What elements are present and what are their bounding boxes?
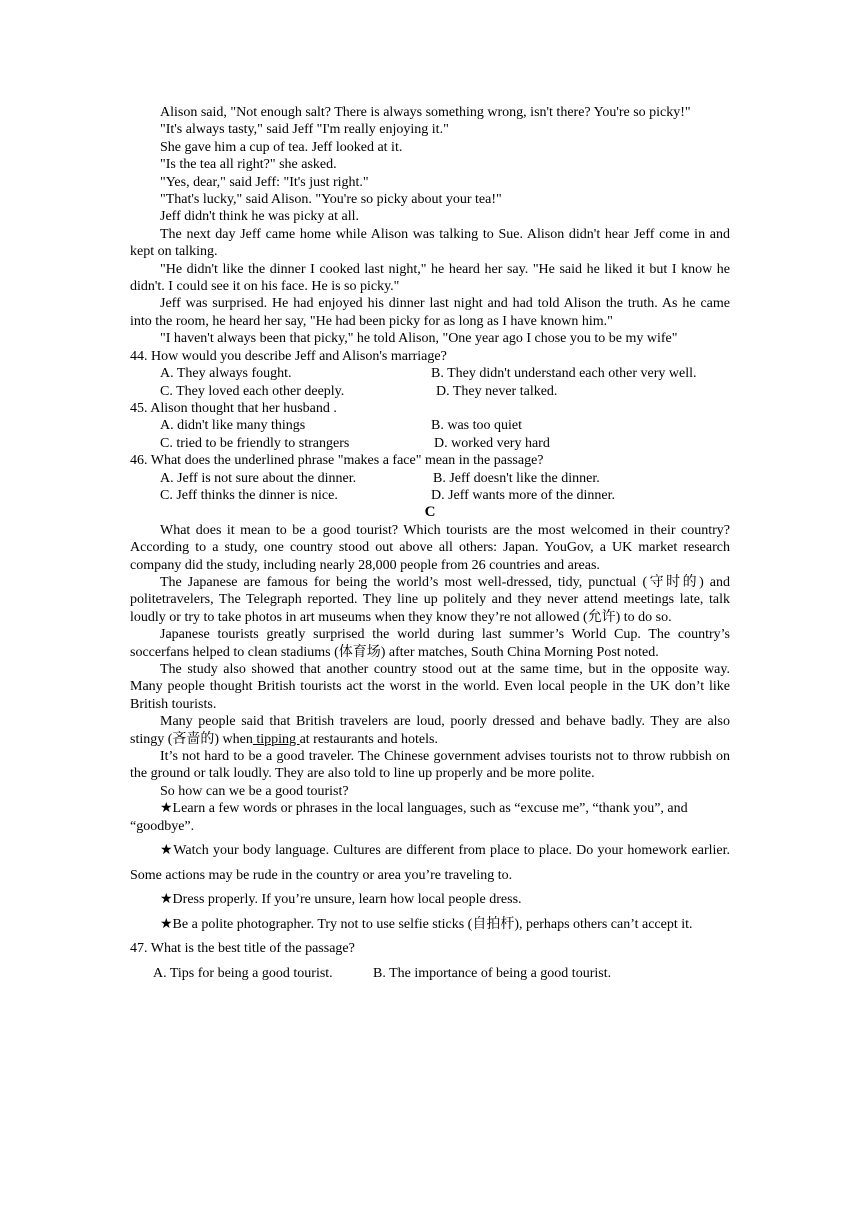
article-text: Many people said that British travelers are loud, poorly dressed and behave badly. They are also stingy (吝啬的) when [130,714,730,747]
option-b: B. The importance of being a good tourist. [373,966,612,982]
tip-item: ★Learn a few words or phrases in the local languages, such as “excuse me”, “thank you”, and [160,801,688,817]
option-b: B. was too quiet [431,418,522,434]
question-47-options [130,962,730,987]
question-45-options-row1 [130,417,730,434]
story-paragraph: "He didn't like the dinner I cooked last night," he heard her say. "He said he liked it but I know he didn't. I could see it on his face. He is so picky." [130,261,730,295]
story-paragraph: Jeff didn't think he was picky at all. [160,209,360,225]
tip-item: ★Dress properly. If you’re unsure, learn how local people dress. [160,892,522,908]
article-paragraph [130,713,730,748]
tip-item-continued: “goodbye”. [130,818,195,834]
option-a: A. Jeff is not sure about the dinner. [160,470,357,486]
story-paragraph: "That's lucky," said Alison. "You're so picky about your tea!" [160,192,502,208]
question-44-stem: 44. How would you describe Jeff and Alison's marriage? [130,348,447,364]
option-a: A. They always fought. [160,366,292,382]
option-b: B. Jeff doesn't like the dinner. [433,470,600,486]
question-44-options-row2 [130,383,730,400]
article-paragraph: What does it mean to be a good tourist? Which tourists are the most welcomed in their country? According to a study, one country stood out above all others: Japan. YouGov, a UK market research company did the study, including nearly 28,000 people from 26 countries and areas. [130,522,730,573]
story-paragraph: "Yes, dear," said Jeff: "It's just right." [160,174,369,190]
option-d: D. worked very hard [434,435,550,451]
tip-item: ★Watch your body language. Cultures are different from place to place. Do your homework earlier. Some actions may be rude in the country or area you’re traveling to. [130,843,730,883]
story-paragraph: "I haven't always been that picky," he told Alison, "One year ago I chose you to be my wife" [160,331,678,347]
option-a: A. didn't like many things [160,418,306,434]
story-paragraph: She gave him a cup of tea. Jeff looked at it. [160,139,403,155]
story-paragraph: Alison said, "Not enough salt? There is always something wrong, isn't there? You're so picky!" [160,105,691,120]
option-b: B. They didn't understand each other very well. [431,366,697,382]
question-46-stem: 46. What does the underlined phrase "makes a face" mean in the passage? [130,453,544,469]
question-47-stem: 47. What is the best title of the passage? [130,941,355,957]
option-c: C. tried to be friendly to strangers [160,435,350,451]
story-paragraph: "It's always tasty," said Jeff "I'm really enjoying it." [160,122,449,138]
option-c: C. Jeff thinks the dinner is nice. [160,487,338,503]
article-paragraph: The study also showed that another country stood out at the same time, but in the opposite way. Many people thought British tourists act the worst in the world. Even local people in the UK don’t like British tourists. [130,662,730,712]
underlined-word: tipping [252,731,300,747]
question-45-stem: 45. Alison thought that her husband . [130,400,337,416]
question-45-options-row2 [130,435,730,452]
story-paragraph: "Is the tea all right?" she asked. [160,157,337,173]
article-paragraph: It’s not hard to be a good traveler. The Chinese government advises tourists not to throw rubbish on the ground or talk loudly. They are also told to line up properly and be more polite. [130,749,730,782]
document-page [130,104,730,987]
article-paragraph: So how can we be a good tourist? [160,783,349,799]
article-paragraph: Japanese tourists greatly surprised the world during last summer’s World Cup. The country’s soccerfans helped to clean stadiums (体育场) after matches, South China Morning Post noted. [130,627,730,660]
section-heading: C [424,504,436,521]
tip-item: ★Be a polite photographer. Try not to use selfie sticks (自拍杆), perhaps others can’t accept it. [160,916,693,932]
article-text: at restaurants and hotels. [299,731,438,747]
story-paragraph: The next day Jeff came home while Alison was talking to Sue. Alison didn't hear Jeff come in and kept on talking. [130,226,730,260]
option-c: C. They loved each other deeply. [160,383,345,399]
question-46-options-row1 [130,470,730,487]
option-d: D. Jeff wants more of the dinner. [431,487,616,503]
question-44-options-row1 [130,365,730,382]
option-a: A. Tips for being a good tourist. [153,966,333,982]
article-paragraph: The Japanese are famous for being the world’s most well-dressed, tidy, punctual (守时的) and politetravelers, The Telegraph reported. They line up politely and they never attend meetings late, talk loudly or try to take photos in art museums when they know they’re not allowed (允许) to do so. [130,574,730,625]
story-paragraph: Jeff was surprised. He had enjoyed his dinner last night and had told Alison the truth. As he came into the room, he heard her say, "He had been picky for as long as I have known him." [130,296,730,329]
option-d: D. They never talked. [436,383,558,399]
question-46-options-row2 [130,487,730,504]
